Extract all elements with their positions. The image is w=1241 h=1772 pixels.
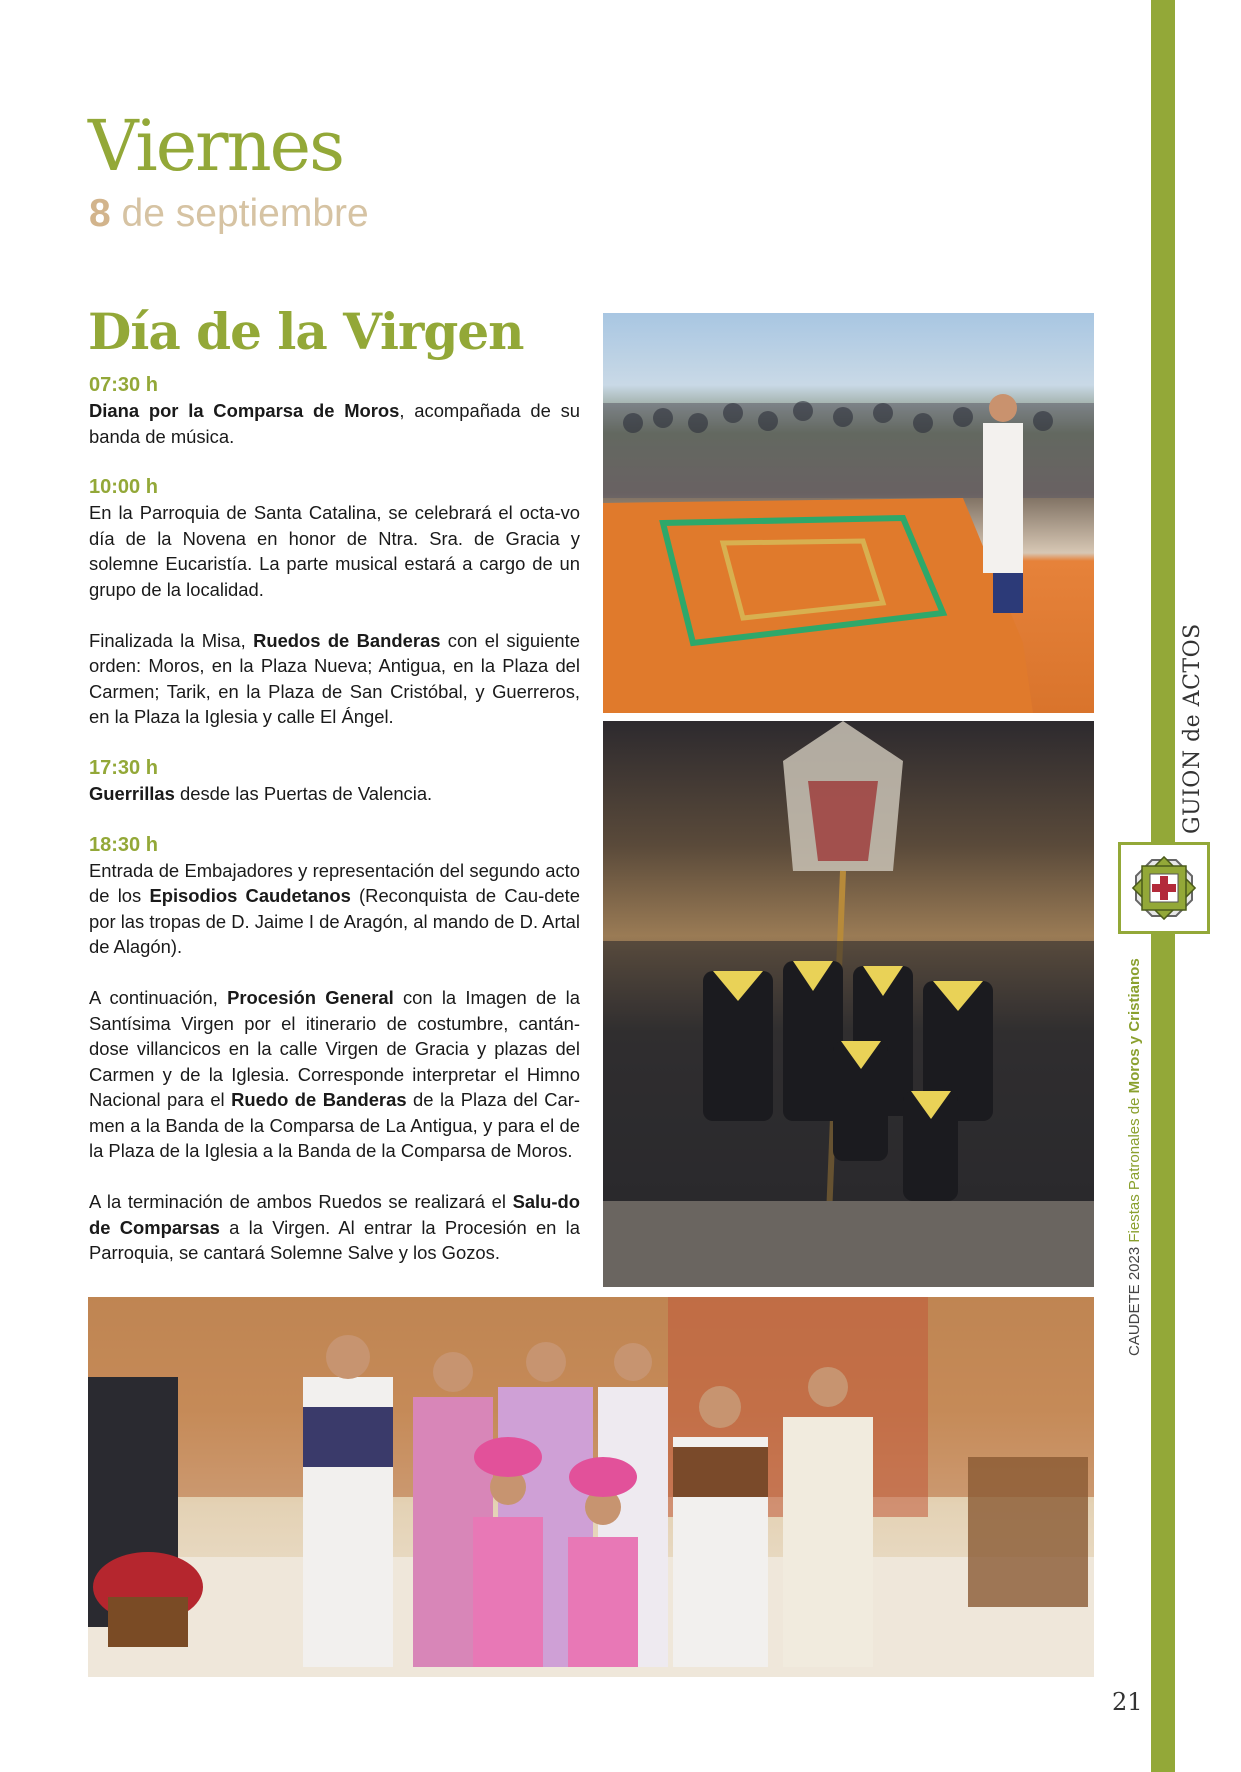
program-list [89, 372, 580, 1266]
paragraph-gap [89, 960, 580, 985]
highlight-text: Episodios Caudetanos [149, 885, 351, 907]
body-text: En la Parroquia de Santa Catalina, se celebrará el octa-vo día de la Novena en honor de Ntra. Sra. de Gracia y solemne Eucaristía. La parte musical estará a cargo de un grupo de la localidad. [89, 502, 580, 600]
photo-church-group [88, 1297, 1094, 1677]
photo-night-group [603, 721, 1094, 1287]
highlight-text: Guerrillas [89, 782, 175, 804]
event-time: 17:30 h [89, 756, 158, 779]
caption-event: Fiestas Patronales de [1126, 1097, 1143, 1243]
program-gap [89, 449, 580, 474]
highlight-text: Salu-do de Comparsas [89, 1191, 580, 1238]
event-description [89, 858, 580, 960]
photo-flag-ceremony [603, 313, 1094, 713]
octagram-cross-emblem-icon [1118, 842, 1210, 934]
body-text: , acompañada de su banda de música. [89, 400, 581, 447]
body-text: A continuación, [89, 986, 228, 1008]
day-title: Viernes [88, 105, 344, 187]
event-time: 07:30 h [89, 374, 158, 396]
body-text: A la terminación de ambos Ruedos se realizará el [89, 1191, 513, 1213]
highlight-text: Procesión General [227, 986, 394, 1008]
caption-event-bold: Moros y Cristianos [1126, 958, 1143, 1094]
event-description [89, 628, 580, 730]
date-rest: de septiembre [121, 192, 369, 235]
body-text: con la Imagen de la Santísima Virgen por el itinerario de costumbre, cantán-dose villancicos en la calle Virgen de Gracia y plazas del Carmen y de la Iglesia. Corresponde interpretar el Himno Nacional para el [89, 986, 580, 1111]
body-text: a la Virgen. Al entrar la Procesión en la Parroquia, se cantará Solemne Salve y los Gozos. [89, 1216, 580, 1264]
paragraph-gap [89, 603, 580, 628]
paragraph-gap [89, 1164, 580, 1189]
body-text: Entrada de Embajadores y representación del segundo acto de los [89, 859, 580, 907]
event-description [89, 1189, 580, 1266]
body-text: desde las Puertas de Valencia. [174, 782, 433, 804]
body-text: (Reconquista de Cau-dete por las tropas de D. Jaime I de Aragón, al mando de D. Artal de Alagón). [89, 885, 580, 958]
body-text: Finalizada la Misa, [89, 629, 254, 651]
date-number: 8 [89, 192, 111, 235]
highlight-text: Ruedo de Banderas [231, 1089, 407, 1111]
caption-place: CAUDETE 2023 [1126, 1246, 1143, 1356]
event-time: 18:30 h [89, 833, 158, 856]
event-time: 10:00 h [89, 476, 158, 499]
page-number: 21 [1112, 1688, 1143, 1716]
program-gap [89, 730, 580, 755]
event-description [89, 985, 580, 1164]
highlight-text: Ruedos de Banderas [253, 629, 441, 651]
event-description [89, 398, 580, 449]
program-gap [89, 807, 580, 832]
section-title: Día de la Virgen [88, 302, 524, 361]
body-text: de la Plaza del Car-men a la Banda de la Comparsa de La Antigua, y para el de la Plaza de la Iglesia a la Banda de la Comparsa de Moros. [89, 1089, 580, 1162]
event-description [89, 500, 580, 602]
event-description [89, 781, 580, 807]
side-caption [1126, 932, 1152, 1356]
date-line [89, 192, 369, 236]
side-section-title: GUION de ACTOS [1180, 623, 1205, 834]
highlight-text: Diana por la Comparsa de Moros [89, 400, 400, 421]
body-text: con el siguiente orden: Moros, en la Plaza Nueva; Antigua, en la Plaza del Carmen; Tarik, en la Plaza de San Cristóbal, y Guerreros, en la Plaza la Iglesia y calle El Ángel. [89, 629, 580, 728]
